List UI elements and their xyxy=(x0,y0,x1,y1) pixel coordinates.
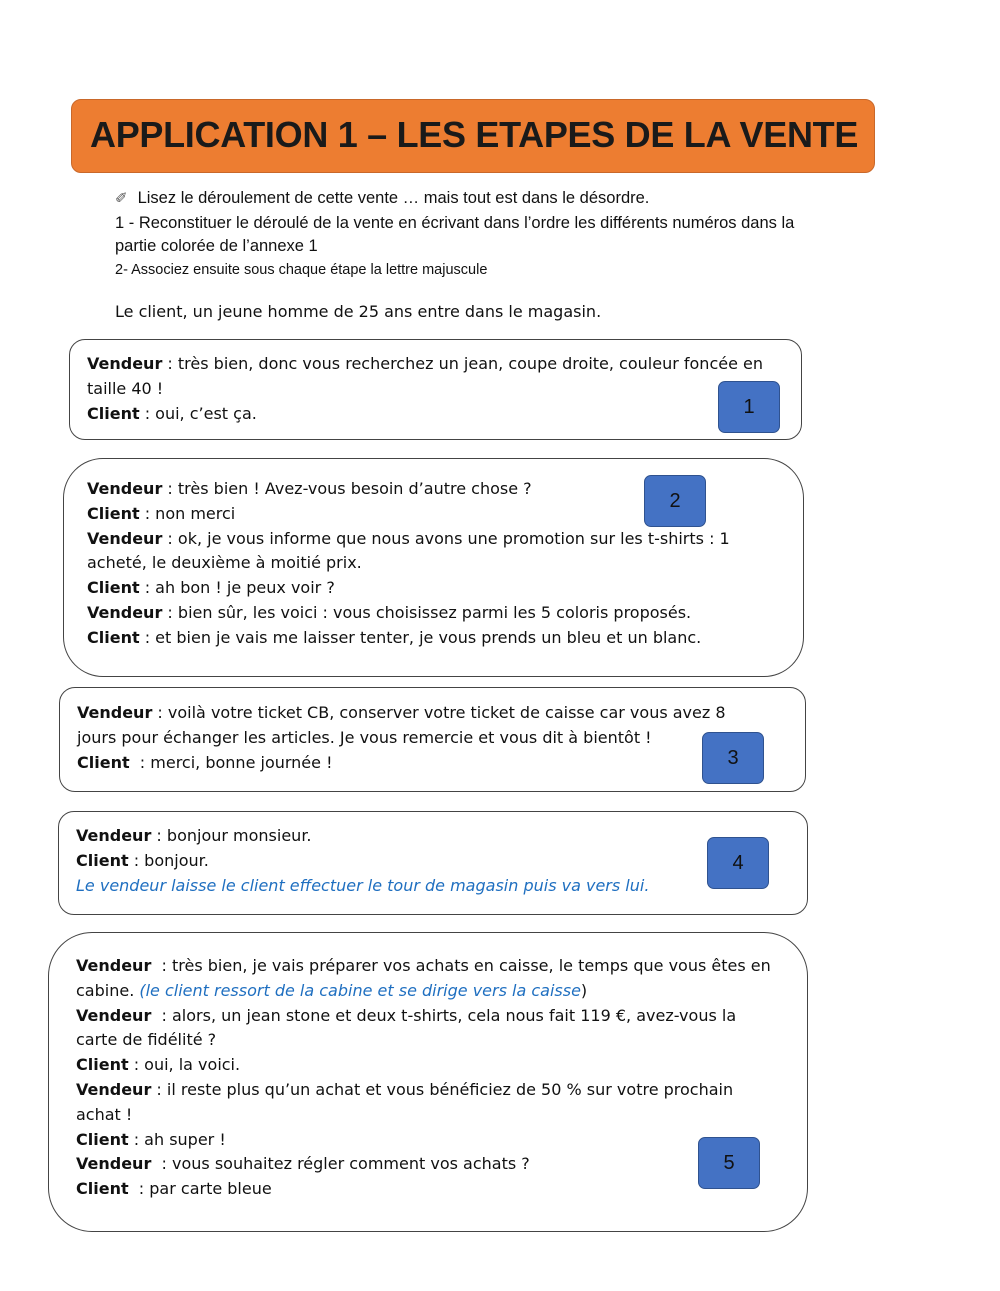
dialogue-text: voilà votre ticket CB, conserver votre ticket de caisse car vous avez 8 xyxy=(167,703,726,722)
speaker-label: Client xyxy=(87,403,140,423)
dialogue-line xyxy=(87,502,730,527)
speaker-label: Client xyxy=(87,503,140,523)
dialogue-line xyxy=(87,477,730,502)
dialogue-text: oui, la voici. xyxy=(144,1055,241,1075)
speaker-separator: : xyxy=(128,1129,145,1149)
speaker-separator: : xyxy=(151,1154,172,1174)
speaker-label: Vendeur xyxy=(76,956,152,975)
title-banner xyxy=(71,99,875,173)
dialogue-line xyxy=(76,849,649,874)
speaker-separator: : xyxy=(139,578,156,598)
dialogue-text: ah super ! xyxy=(144,1129,226,1149)
dialogue-line xyxy=(87,352,763,377)
speaker-label: Client xyxy=(76,1179,129,1199)
dialogue-lines-1 xyxy=(87,352,763,426)
dialogue-line xyxy=(76,1177,771,1202)
dialogue-line xyxy=(87,626,730,651)
dialogue-line xyxy=(87,551,730,576)
speaker-separator: : xyxy=(162,528,178,548)
instruction-text-1: Lisez le déroulement de cette vente … mais tout est dans le désordre. xyxy=(137,189,650,207)
instruction-line-2: 1 - Reconstituer le déroulé de la vente en écrivant dans l’ordre les différents numéros dans la xyxy=(115,214,795,232)
dialogue-text: jours pour échanger les articles. Je vous remercie et vous dit à bientôt ! xyxy=(77,727,652,747)
number-badge-1: 1 xyxy=(718,381,780,433)
speaker-separator: : xyxy=(151,1079,167,1099)
speaker-label: Client xyxy=(76,850,129,870)
dialogue-line xyxy=(76,1103,771,1128)
speaker-separator: : xyxy=(162,602,178,622)
speaker-label: Vendeur xyxy=(87,528,163,548)
dialogue-lines-3 xyxy=(77,701,726,775)
dialogue-text: oui, c’est ça. xyxy=(155,403,257,423)
intro-text: Le client, un jeune homme de 25 ans entre dans le magasin. xyxy=(115,302,602,321)
dialogue-text: très bien ! Avez-vous besoin d’autre chose ? xyxy=(177,479,532,498)
dialogue-lines-5 xyxy=(76,954,771,1202)
dialogue-text: et bien je vais me laisser tenter, je vous prends un bleu et un blanc. xyxy=(155,627,702,647)
dialogue-box-4 xyxy=(58,811,808,915)
dialogue-line xyxy=(77,751,726,776)
dialogue-text: carte de fidélité ? xyxy=(76,1030,217,1050)
speaker-separator: : xyxy=(151,826,167,845)
dialogue-box-5 xyxy=(48,932,808,1232)
dialogue-text: cabine. xyxy=(76,980,140,1000)
speaker-label: Client xyxy=(87,578,140,598)
dialogue-text: bonjour. xyxy=(144,850,209,870)
dialogue-line xyxy=(76,874,649,899)
instruction-line-4: 2- Associez ensuite sous chaque étape la lettre majuscule xyxy=(115,262,488,278)
dialogue-line xyxy=(87,576,730,601)
speaker-label: Client xyxy=(87,627,140,647)
pencil-icon: ✐ xyxy=(115,190,128,207)
dialogue-text: achat ! xyxy=(76,1104,133,1124)
dialogue-text-tail: ) xyxy=(580,980,588,1000)
dialogue-line xyxy=(77,701,726,726)
dialogue-text: vous souhaitez régler comment vos achats ? xyxy=(172,1154,530,1174)
speaker-label: Vendeur xyxy=(76,826,152,845)
speaker-separator: : xyxy=(151,1005,172,1025)
speaker-label: Vendeur xyxy=(76,1154,152,1174)
dialogue-line xyxy=(76,824,649,849)
dialogue-line xyxy=(87,601,730,626)
speaker-separator: : xyxy=(129,752,151,772)
dialogue-line xyxy=(77,726,726,751)
speaker-label: Vendeur xyxy=(76,1079,152,1099)
dialogue-line xyxy=(87,377,763,402)
dialogue-text: merci, bonne journée ! xyxy=(150,752,333,772)
dialogue-text: alors, un jean stone et deux t-shirts, cela nous fait 119 €, avez-vous la xyxy=(172,1005,737,1025)
number-badge-5: 5 xyxy=(698,1137,760,1189)
dialogue-lines-4 xyxy=(76,824,649,898)
dialogue-line xyxy=(87,402,763,427)
dialogue-line xyxy=(76,1152,771,1177)
dialogue-line xyxy=(76,979,771,1004)
speaker-label: Vendeur xyxy=(76,1005,152,1025)
speaker-label: Client xyxy=(77,752,130,772)
speaker-separator: : xyxy=(128,850,145,870)
instruction-line-3: partie colorée de l’annexe 1 xyxy=(115,237,318,255)
speaker-label: Vendeur xyxy=(87,354,163,373)
narration-text: (le client ressort de la cabine et se dirige vers la caisse xyxy=(139,980,581,1000)
dialogue-line xyxy=(76,1128,771,1153)
speaker-separator: : xyxy=(128,1055,145,1075)
number-badge-4: 4 xyxy=(707,837,769,889)
speaker-separator: : xyxy=(162,479,178,498)
instruction-line-1 xyxy=(115,186,649,211)
speaker-separator: : xyxy=(151,956,172,975)
speaker-separator: : xyxy=(128,1179,150,1199)
dialogue-line xyxy=(76,1053,771,1078)
dialogue-text: non merci xyxy=(155,503,236,523)
speaker-label: Vendeur xyxy=(87,602,163,622)
dialogue-text: il reste plus qu’un achat et vous bénéficiez de 50 % sur votre prochain xyxy=(166,1079,734,1099)
dialogue-text: taille 40 ! xyxy=(87,378,164,398)
dialogue-text: acheté, le deuxième à moitié prix. xyxy=(87,553,362,573)
speaker-label: Client xyxy=(76,1055,129,1075)
dialogue-line xyxy=(76,1028,771,1053)
dialogue-box-3 xyxy=(59,687,806,792)
dialogue-text: très bien, je vais préparer vos achats en caisse, le temps que vous êtes en xyxy=(172,956,771,975)
dialogue-text: très bien, donc vous recherchez un jean, coupe droite, couleur foncée en xyxy=(177,354,763,373)
dialogue-line xyxy=(76,1078,771,1103)
speaker-separator: : xyxy=(139,503,156,523)
speaker-label: Vendeur xyxy=(87,479,163,498)
speaker-separator: : xyxy=(139,627,156,647)
dialogue-text: bonjour monsieur. xyxy=(166,826,312,845)
speaker-label: Client xyxy=(76,1129,129,1149)
page-title: APPLICATION 1 – LES ETAPES DE LA VENTE xyxy=(90,114,859,155)
dialogue-lines-2 xyxy=(87,477,730,651)
dialogue-line xyxy=(76,1004,771,1029)
dialogue-box-2 xyxy=(63,458,804,677)
number-badge-3: 3 xyxy=(702,732,764,784)
dialogue-box-1 xyxy=(69,339,802,440)
narration-text: Le vendeur laisse le client effectuer le tour de magasin puis va vers lui. xyxy=(76,875,650,895)
number-badge-2: 2 xyxy=(644,475,706,527)
dialogue-text: ok, je vous informe que nous avons une promotion sur les t-shirts : 1 xyxy=(177,528,730,548)
speaker-separator: : xyxy=(139,403,156,423)
dialogue-line xyxy=(76,954,771,979)
speaker-separator: : xyxy=(152,703,168,722)
dialogue-text: bien sûr, les voici : vous choisissez parmi les 5 coloris proposés. xyxy=(177,602,692,622)
dialogue-line xyxy=(87,527,730,552)
speaker-label: Vendeur xyxy=(77,703,153,722)
dialogue-text: par carte bleue xyxy=(149,1179,272,1199)
dialogue-text: ah bon ! je peux voir ? xyxy=(155,578,335,598)
speaker-separator: : xyxy=(162,354,178,373)
